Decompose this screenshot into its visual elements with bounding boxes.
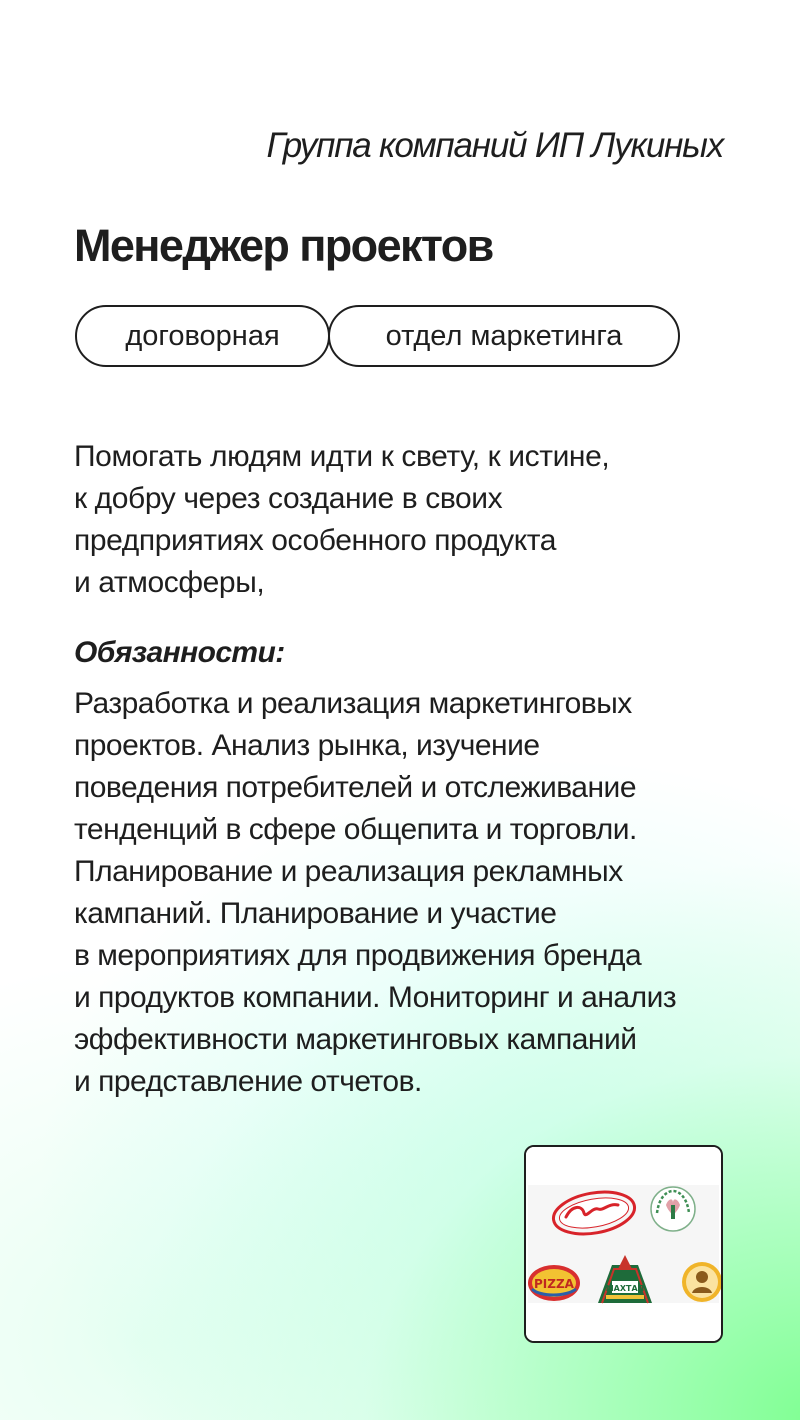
logo-round-gold-icon (682, 1262, 721, 1302)
mission-line: и атмосферы, (74, 566, 265, 599)
logo-pizza-icon (528, 1265, 580, 1301)
duties-line: Планирование и реализация рекламных (74, 855, 623, 888)
duties-line: в мероприятиях для продвижения бренда (74, 939, 642, 972)
duties-line: и представление отчетов. (74, 1065, 422, 1098)
duties-line: и продуктов компании. Мониторинг и анализ (74, 981, 677, 1014)
duties-line: Разработка и реализация маркетинговых (74, 687, 632, 720)
mission-text (74, 436, 734, 604)
tag-department: отдел маркетинга (328, 305, 680, 367)
mission-line: Помогать людям идти к свету, к истине, (74, 440, 610, 473)
job-tags (75, 305, 680, 367)
mission-line: к добру через создание в своих (74, 482, 503, 515)
logo-pizza-text: PIZZA (534, 1277, 574, 1291)
logo-mahtal-text: МАХТАЛ (605, 1284, 645, 1293)
job-title: Менеджер проектов (74, 220, 493, 271)
company-name: Группа компаний ИП Лукиных (266, 126, 723, 165)
tag-salary: договорная (75, 305, 330, 367)
duties-line: эффективности маркетинговых кампаний (74, 1023, 637, 1056)
mission-line: предприятиях особенного продукта (74, 524, 557, 557)
duties-heading: Обязанности: (74, 636, 285, 669)
duties-line: тенденций в сфере общепита и торговли. (74, 813, 637, 846)
duties-text (74, 683, 764, 1103)
duties-line: поведения потребителей и отслеживание (74, 771, 637, 804)
brand-logos-collage-icon (526, 1147, 721, 1341)
brand-logos-card (524, 1145, 723, 1343)
logo-round-wreath-icon (651, 1187, 695, 1231)
duties-line: проектов. Анализ рынка, изучение (74, 729, 540, 762)
duties-line: кампаний. Планирование и участие (74, 897, 557, 930)
